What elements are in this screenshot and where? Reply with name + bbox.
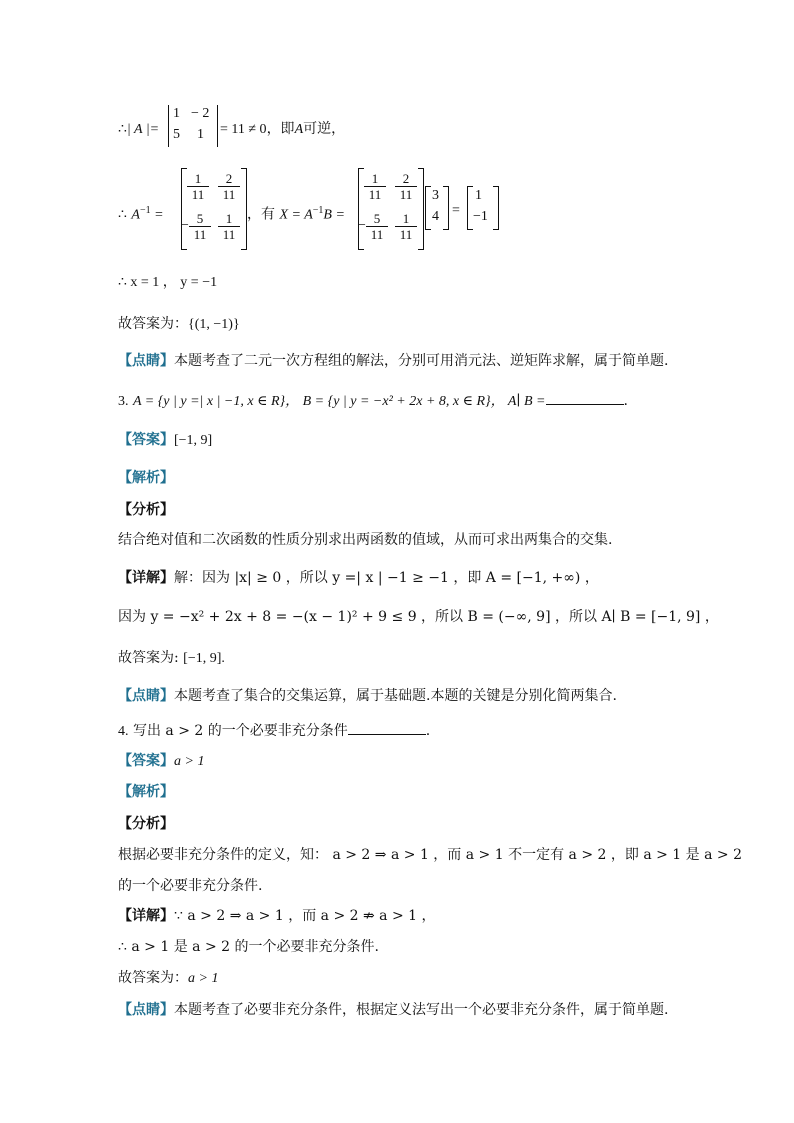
- comment-1: [118, 351, 668, 371]
- denominator: 11: [191, 187, 205, 202]
- answer-value: a > 1: [174, 754, 205, 769]
- answer-label: 故答案为：: [118, 970, 188, 986]
- detail-text: ∵ a > 2 ⇒ a > 1 ，而 a > 2 ⇏ a > 1 ，: [174, 908, 436, 924]
- minus-sign: −: [358, 218, 366, 233]
- comment-tag: 【点睛】: [118, 688, 174, 704]
- inverse-matrix-2: [358, 168, 424, 250]
- detail-tag: 【详解】: [118, 908, 174, 924]
- numerator: 1: [364, 171, 386, 187]
- answer-line-1: [118, 314, 240, 335]
- result-vector: [467, 186, 499, 230]
- xy-line: ∴ x = 1 ， y = −1: [118, 275, 218, 290]
- numerator: 2: [218, 171, 240, 187]
- q4-detail-1: [118, 906, 436, 926]
- numerator: 1: [395, 211, 417, 227]
- vector-b: [425, 186, 449, 230]
- det-line: [118, 119, 159, 140]
- det-cell: 5: [173, 127, 180, 142]
- q3-answer-line: [118, 648, 225, 669]
- comment-3: [118, 1000, 668, 1020]
- answer-label: 故答案为:: [118, 650, 179, 666]
- matrix-a: A: [131, 207, 140, 223]
- q4-detail-2: ∴ a > 1 是 a > 2 的一个必要非充分条件.: [118, 939, 379, 955]
- question-stem: A = {y | y =| x | −1, x ∈ R}， B = {y | y = −x² + 2x + 8, x ∈ R}， A∣ B =: [132, 394, 546, 409]
- fraction: [395, 171, 417, 202]
- comment-text: 本题考查了必要非充分条件，根据定义法写出一个必要非充分条件，属于简单题.: [174, 1002, 669, 1018]
- vector-cell: −1: [473, 209, 488, 224]
- q3-fenxi: 结合绝对值和二次函数的性质分别求出两函数的值域，从而可求出两集合的交集.: [118, 532, 613, 548]
- comment-text: 本题考查了二元一次方程组的解法，分别可用消元法、逆矩阵求解，属于简单题.: [174, 353, 669, 369]
- q4-fenxi-tag: 【分析】: [118, 816, 174, 832]
- fraction: [218, 211, 240, 242]
- x-b: B =: [323, 207, 345, 223]
- inverse-mid: [247, 201, 345, 226]
- fraction: [364, 171, 386, 202]
- comment-tag: 【点睛】: [118, 1002, 174, 1018]
- q4-fenxi-1: 根据必要非充分条件的定义，知： a > 2 ⇒ a > 1 ，而 a > 1 不一定有 a > 2 ，即 a > 1 是 a > 2: [118, 847, 742, 863]
- denominator: 11: [399, 187, 413, 202]
- denominator: 11: [222, 187, 236, 202]
- equals: =: [155, 207, 163, 223]
- q4-analysis-tag: 【解析】: [118, 784, 174, 800]
- denominator: 11: [399, 227, 413, 242]
- q3-answer: [118, 430, 212, 451]
- therefore-symbol: ∴: [118, 121, 127, 137]
- numerator: 2: [395, 171, 417, 187]
- question-end: .: [623, 393, 628, 409]
- det-cell: 1: [173, 106, 180, 121]
- answer-blank: [348, 720, 426, 735]
- fraction: [187, 171, 209, 202]
- det-tail: ，即: [266, 121, 295, 137]
- answer-tag: 【答案】: [118, 753, 174, 769]
- question-stem: 写出 a > 2 的一个必要非充分条件: [132, 723, 348, 739]
- comment-text: 本题考查了集合的交集运算，属于基础题.本题的关键是分别化简两集合.: [174, 688, 617, 704]
- therefore-symbol: ∴: [118, 206, 127, 223]
- inverse-sup: −1: [139, 205, 151, 216]
- q3-fenxi-tag: 【分析】: [118, 502, 174, 518]
- numerator: 1: [218, 211, 240, 227]
- answer-label: 故答案为：: [118, 316, 188, 332]
- question-number: 3.: [118, 394, 129, 409]
- matrix-a: A: [294, 122, 304, 137]
- answer-value: [−1, 9]: [174, 433, 213, 448]
- fraction: [395, 211, 417, 242]
- fraction: [218, 171, 240, 202]
- denominator: 11: [370, 227, 384, 242]
- minus-sign: −: [181, 218, 189, 233]
- vector-cell: 1: [475, 188, 482, 203]
- comment-2: [118, 686, 617, 706]
- q4-fenxi-2: 的一个必要非充分条件.: [118, 878, 263, 894]
- det-lhs: | A |=: [126, 122, 160, 137]
- vector-cell: 4: [432, 209, 439, 224]
- denominator: 11: [368, 187, 382, 202]
- numerator: 5: [366, 211, 388, 227]
- numerator: 5: [189, 211, 211, 227]
- q3-detail-2: 因为 y = −x² + 2x + 8 = −(x − 1)² + 9 ≤ 9 ，所以 B = (−∞, 9] ，所以 A∣ B = [−1, 9] ，: [118, 609, 719, 625]
- question-end: .: [425, 723, 431, 739]
- vector-cell: 3: [432, 188, 439, 203]
- answer-value: [−1, 9].: [183, 651, 225, 666]
- inverse-lhs: [118, 201, 163, 226]
- question-3: [118, 390, 628, 412]
- inverse-sup: −1: [312, 205, 324, 216]
- inverse-mid-text: ，有: [247, 206, 275, 223]
- answer-value: a > 1: [188, 971, 219, 986]
- q3-analysis-tag: 【解析】: [118, 470, 174, 486]
- denominator: 11: [193, 227, 207, 242]
- fraction: [189, 211, 211, 242]
- x-expr: X = A: [279, 207, 313, 223]
- det-tail2: 可逆，: [303, 121, 346, 137]
- det-cell: 1: [197, 127, 204, 142]
- question-4: [118, 720, 430, 742]
- comment-tag: 【点睛】: [118, 353, 174, 369]
- denominator: 11: [222, 227, 236, 242]
- answer-value: {(1, −1)}: [188, 317, 240, 332]
- detail-tag: 【详解】: [118, 570, 174, 586]
- det-rhs: [220, 119, 345, 140]
- determinant: [168, 105, 218, 147]
- q4-answer: [118, 751, 204, 772]
- detail-text: 解：因为 |x| ≥ 0 ，所以 y =| x | −1 ≥ −1 ，即 A = [−1, +∞) ，: [174, 570, 599, 586]
- q4-answer-line: [118, 968, 218, 989]
- q3-detail-1: [118, 568, 599, 588]
- numerator: 1: [187, 171, 209, 187]
- equals: [452, 201, 460, 221]
- answer-tag: 【答案】: [118, 432, 174, 448]
- inverse-matrix: [181, 168, 247, 250]
- question-number: 4.: [118, 724, 129, 739]
- fraction: [366, 211, 388, 242]
- det-value: = 11 ≠ 0: [220, 122, 267, 137]
- det-cell: − 2: [191, 106, 210, 121]
- equals-2: =: [452, 203, 460, 218]
- answer-blank: [546, 390, 624, 405]
